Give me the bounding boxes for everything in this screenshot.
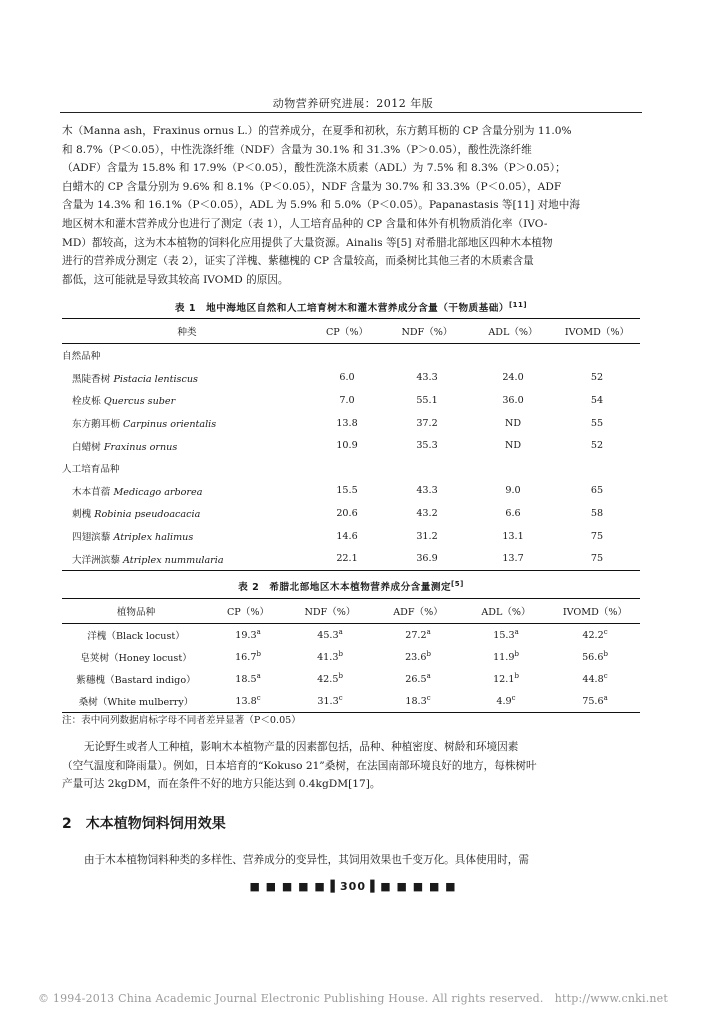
table-1-caption (62, 300, 640, 314)
species-latin: Medicago arborea (113, 486, 203, 498)
cell-cp: 15.5 (336, 485, 358, 497)
cell-species (62, 367, 312, 390)
species-latin: Carpinus orientalis (123, 419, 217, 431)
col-header-ndf: NDF（%） (286, 599, 374, 624)
table-2-header-row (62, 599, 640, 624)
cell-ivomd: 65 (590, 485, 604, 497)
cell-ivomd: 52 (590, 372, 604, 384)
table-2 (62, 598, 640, 713)
cell-ndf: 43.2 (416, 507, 438, 519)
ndf-significance: c (338, 693, 343, 702)
cell-plant: 皂荚树（Honey locust） (80, 653, 192, 664)
col-header-cp: CP（%） (210, 599, 286, 624)
species-latin: Fraxinus ornus (103, 441, 178, 453)
text-line: 进行的营养成分测定（表 2），证实了洋槐、紫穗槐的 CP 含量较高，而桑树比其他三者的木质素含量 (62, 255, 534, 268)
cell-cp: 6.0 (339, 372, 355, 384)
ndf-value: 41.3 (317, 651, 339, 663)
ndf-significance: b (338, 671, 343, 680)
table-2-caption-text: 表 2 希腊北部地区木本植物营养成分含量测定 (238, 582, 452, 593)
text-line: （空气温度和降雨量）。例如，日本培育的“Kokuso 21”桑树，在法国南部环境良好的地方，每株树叶 (62, 759, 537, 772)
adl-significance: b (514, 671, 519, 680)
col-header-species: 种类 (62, 319, 312, 344)
cell-adf (374, 690, 462, 713)
adl-value: 12.1 (493, 673, 515, 685)
table-row (62, 668, 640, 690)
page-number-value: 300 (340, 880, 366, 893)
adf-value: 23.6 (405, 651, 427, 663)
cp-value: 13.8 (235, 695, 257, 707)
cell-ndf: 43.3 (416, 485, 438, 497)
text-line: 无论野生或者人工种植，影响木本植物产量的因素都包括，品种、种植密度、树龄和环境因素 (84, 741, 519, 753)
page-number-right-dots: ▐ ■ ■ ■ ■ ■ (365, 880, 457, 893)
adf-significance: a (426, 627, 431, 636)
cell-ivomd (550, 690, 640, 713)
ndf-significance: a (338, 627, 343, 636)
cp-significance: a (256, 671, 261, 680)
ivomd-significance: c (603, 627, 608, 636)
cell-adl: 13.7 (472, 547, 554, 570)
cell-species (62, 502, 312, 525)
cell-ndf: 36.9 (382, 547, 472, 570)
text-line: 产量可达 2kgDM，而在条件不好的地方只能达到 0.4kgDM[17]。 (62, 778, 381, 791)
table-1-caption-text: 表 1 地中海地区自然和人工培育树木和灌木营养成分含量（干物质基础） (174, 303, 509, 314)
text-line: MD）都较高，这为木本植物的饲料化应用提供了大量资源。Ainalis 等[5] 对希腊北部地区四种木本植物 (62, 236, 553, 249)
cell-ivomd: 75 (590, 530, 604, 542)
cell-species (62, 389, 312, 412)
text-line: 木（Manna ash，Fraxinus ornus L.）的营养成分，在夏季和初秋，东方鹅耳枥的 CP 含量分别为 11.0% (62, 125, 572, 137)
species-cn: 木本苜蓿 (72, 486, 111, 498)
group-label: 人工培育品种 (62, 464, 120, 476)
adl-value: 11.9 (493, 651, 515, 663)
cell-species (62, 412, 312, 435)
adl-significance: c (511, 693, 516, 702)
cell-plant: 桑树（White mulberry） (62, 690, 210, 713)
cell-adl: ND (504, 440, 522, 452)
col-header-ivomd: IVOMD（%） (554, 319, 640, 344)
col-header-ndf: NDF（%） (382, 319, 472, 344)
cell-adf (374, 646, 462, 668)
text-line: 都低，这可能就是导致其较高 IVOMD 的原因。 (62, 273, 289, 286)
adl-value: 4.9 (496, 695, 512, 707)
cell-species (62, 547, 312, 570)
cell-cp: 14.6 (336, 530, 358, 542)
adl-significance: a (514, 627, 519, 636)
col-header-adf: ADF（%） (374, 599, 462, 624)
cell-ndf (286, 624, 374, 647)
copyright-footer: © 1994-2013 China Academic Journal Electronic Publishing House. All rights reserved. http://www.cnki.net (37, 992, 669, 1005)
cell-ivomd: 54 (590, 394, 604, 406)
cell-cp (210, 668, 286, 690)
cell-adl: 24.0 (502, 372, 524, 384)
cell-ndf: 35.3 (416, 440, 438, 452)
cell-plant: 紫穗槐（Bastard indigo） (76, 675, 196, 686)
col-header-ivomd: IVOMD（%） (550, 599, 640, 624)
ivomd-value: 42.2 (582, 629, 604, 641)
table-row (62, 547, 640, 570)
table-row (62, 412, 640, 435)
species-cn: 黑陡香树 (72, 373, 111, 385)
text-line: （ADF）含量为 15.8% 和 17.9%（P＜0.05），酸性洗涤木质素（ADL）为 7.5% 和 8.3%（P＞0.05）； (62, 162, 566, 175)
cell-ivomd (550, 624, 640, 647)
adf-value: 18.3 (405, 695, 427, 707)
cell-species (62, 434, 312, 457)
col-header-cp: CP（%） (312, 319, 382, 344)
cell-ndf: 31.2 (416, 530, 438, 542)
page-number-left-dots: ■ ■ ■ ■ ■ ▌ (249, 880, 341, 893)
col-header-plant: 植物品种 (62, 599, 210, 624)
ivomd-significance: a (603, 693, 608, 702)
cell-cp: 22.1 (312, 547, 382, 570)
species-latin: Atriplex nummularia (123, 554, 224, 566)
cell-cp (210, 646, 286, 668)
cell-ndf (286, 690, 374, 713)
col-header-adl: ADL（%） (462, 599, 550, 624)
paragraph-3 (62, 851, 640, 870)
table-row (62, 367, 640, 390)
cell-cp (210, 624, 286, 647)
cell-plant: 洋槐（Black locust） (87, 631, 185, 642)
adl-significance: b (514, 649, 519, 658)
ivomd-significance: c (603, 671, 608, 680)
cell-ndf: 37.2 (416, 417, 438, 429)
cell-ndf (286, 646, 374, 668)
cell-species (62, 525, 312, 548)
cell-ivomd (550, 668, 640, 690)
section-heading (62, 813, 240, 833)
table-2-caption (62, 579, 640, 593)
table-group-row (62, 344, 640, 367)
cell-adl (462, 690, 550, 713)
cp-significance: a (256, 627, 261, 636)
cell-ivomd: 75 (554, 547, 640, 570)
cell-ivomd: 58 (590, 507, 604, 519)
ndf-value: 31.3 (317, 695, 339, 707)
cell-cp (210, 690, 286, 713)
cell-adl: 9.0 (505, 485, 521, 497)
cell-adl (462, 646, 550, 668)
cp-significance: b (256, 649, 261, 658)
cell-adl: 36.0 (502, 394, 524, 406)
cell-ndf: 55.1 (416, 394, 438, 406)
cell-species (62, 480, 312, 503)
cp-value: 19.3 (235, 629, 257, 641)
adf-value: 27.2 (405, 629, 427, 641)
table-2-ref: [5] (451, 579, 464, 588)
section-number: 2 (62, 816, 72, 832)
table-row (62, 525, 640, 548)
cell-adl: 13.1 (502, 530, 524, 542)
cell-adl: 6.6 (505, 507, 521, 519)
header-rule (60, 112, 642, 113)
table-row (62, 646, 640, 668)
species-latin: Pistacia lentiscus (113, 373, 198, 385)
table-1-header-row (62, 319, 640, 344)
running-header: 动物营养研究进展：2012 年版 (272, 97, 434, 110)
cell-ivomd: 52 (590, 440, 604, 452)
text-line: 由于木本植物饲料种类的多样性、营养成分的变异性，其饲用效果也千变万化。具体使用时，需 (84, 854, 529, 866)
cell-adl: ND (504, 417, 522, 429)
table-row (62, 690, 640, 713)
species-latin: Robinia pseudoacacia (94, 509, 201, 521)
species-latin: Atriplex halimus (113, 532, 194, 544)
table-row (62, 434, 640, 457)
cell-ivomd (550, 646, 640, 668)
table-group-row (62, 457, 640, 480)
cell-ndf (286, 668, 374, 690)
ivomd-value: 56.6 (582, 651, 604, 663)
text-line: 含量为 14.3% 和 16.1%（P＜0.05），ADL 为 5.9% 和 5.0%（P＜0.05）。Papanastasis 等[11] 对地中海 (62, 199, 580, 212)
adf-significance: c (426, 693, 431, 702)
adf-value: 26.5 (405, 673, 427, 685)
species-cn: 白蜡树 (72, 441, 101, 453)
text-line: 和 8.7%（P＜0.05），中性洗涤纤维（NDF）含量为 30.1% 和 31.3%（P＞0.05），酸性洗涤纤维 (62, 143, 532, 156)
cell-cp: 20.6 (336, 507, 358, 519)
cell-adf (374, 668, 462, 690)
paragraph-2 (62, 738, 640, 794)
table-1 (62, 318, 640, 571)
paragraph-1 (62, 122, 640, 289)
ivomd-significance: b (603, 649, 608, 658)
text-line: 地区树木和灌木营养成分也进行了测定（表 1），人工培育品种的 CP 含量和体外有机物质消化率（IVO- (62, 217, 548, 230)
species-cn: 栓皮栎 (72, 396, 101, 408)
adf-significance: b (426, 649, 431, 658)
cell-ivomd: 55 (590, 417, 604, 429)
table-note: 注：表中同列数据肩标字母不同者差异显著（P＜0.05） (62, 715, 301, 726)
cp-value: 16.7 (235, 651, 257, 663)
cell-adl (462, 668, 550, 690)
table-row (62, 389, 640, 412)
adf-significance: a (426, 671, 431, 680)
species-cn: 刺槐 (72, 509, 92, 521)
section-title: 木本植物饲料饲用效果 (85, 816, 226, 832)
col-header-adl: ADL（%） (472, 319, 554, 344)
text-line: 白蜡木的 CP 含量分别为 9.6% 和 8.1%（P＜0.05），NDF 含量为 30.7% 和 33.3%（P＜0.05），ADF (62, 180, 562, 193)
ndf-value: 45.3 (317, 629, 339, 641)
cell-adf (374, 624, 462, 647)
group-label: 自然品种 (62, 351, 101, 363)
cell-cp: 13.8 (336, 417, 358, 429)
adl-value: 15.3 (493, 629, 515, 641)
species-cn: 四翅滨藜 (72, 532, 111, 544)
cell-cp: 7.0 (339, 394, 355, 406)
table-1-ref: [11] (508, 300, 528, 309)
ndf-value: 42.5 (317, 673, 339, 685)
table-row (62, 502, 640, 525)
cp-value: 18.5 (235, 673, 257, 685)
cell-ndf: 43.3 (416, 372, 438, 384)
page-number (0, 880, 706, 893)
ivomd-value: 44.8 (582, 673, 604, 685)
table-row (62, 480, 640, 503)
cp-significance: c (256, 693, 261, 702)
species-cn: 大洋洲滨藜 (72, 554, 120, 566)
cell-cp: 10.9 (336, 440, 358, 452)
table-row (62, 624, 640, 647)
cell-adl (462, 624, 550, 647)
species-cn: 东方鹅耳枥 (72, 419, 120, 431)
ndf-significance: b (338, 649, 343, 658)
species-latin: Quercus suber (103, 396, 176, 408)
ivomd-value: 75.6 (582, 695, 604, 707)
